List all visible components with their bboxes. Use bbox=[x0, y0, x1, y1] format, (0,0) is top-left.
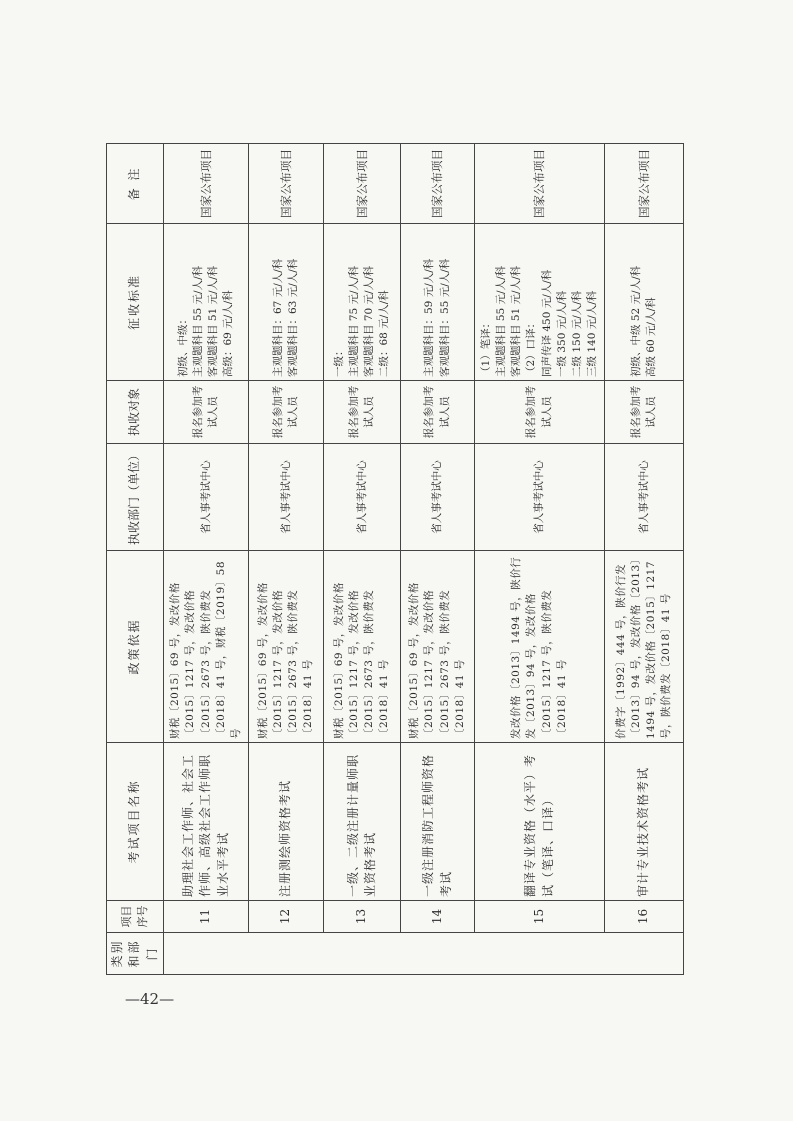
exam-name-cell: 一级注册消防工程师资格考试 bbox=[401, 743, 475, 901]
category-cell bbox=[164, 933, 684, 975]
seq-cell: 12 bbox=[249, 901, 324, 933]
exam-name-cell: 注册测绘师资格考试 bbox=[249, 743, 324, 901]
target-cell: 报名参加考试人员 bbox=[605, 381, 684, 444]
remark-cell: 国家公布项目 bbox=[164, 144, 249, 224]
standard-line: 一级： bbox=[332, 345, 345, 377]
remark-cell: 国家公布项目 bbox=[249, 144, 324, 224]
exam-name-cell: 助理社会工作师、社会工作师、高级社会工作师职业水平考试 bbox=[164, 743, 249, 901]
standard-line: 初级、中级： bbox=[176, 314, 189, 377]
seq-cell: 16 bbox=[605, 901, 684, 933]
target-cell: 报名参加考试人员 bbox=[164, 381, 249, 444]
standard-line: 客观题科目：63 元/人/科 bbox=[287, 258, 300, 377]
seq-cell: 13 bbox=[324, 901, 401, 933]
standard-line: 高级：69 元/人/科 bbox=[222, 290, 235, 377]
dept-cell: 省人事考试中心 bbox=[249, 444, 324, 551]
standard-line: 客观题科目：55 元/人/科 bbox=[438, 258, 451, 377]
standard-line: 主观题科目 75 元/人/科 bbox=[347, 265, 360, 377]
standard-line: 客观题科目 70 元/人/科 bbox=[363, 265, 376, 377]
policy-cell: 财税〔2015〕69 号，发改价格〔2015〕1217 号，发改价格〔2015〕2673 号，陕价费发〔2018〕41 号，财税〔2019〕58 号 bbox=[164, 551, 249, 743]
standard-cell bbox=[401, 224, 475, 381]
remark-cell: 国家公布项目 bbox=[324, 144, 401, 224]
standard-line: （1）笔译： bbox=[479, 317, 492, 377]
exam-name-cell: 审计专业技术资格考试 bbox=[605, 743, 684, 901]
standard-line: 一级 350 元/人/科 bbox=[555, 290, 568, 377]
standard-line: 高级 60 元/人/科 bbox=[645, 297, 658, 377]
standard-cell bbox=[475, 224, 605, 381]
standard-line: 二级：68 元/人/科 bbox=[378, 290, 391, 377]
remark-cell: 国家公布项目 bbox=[605, 144, 684, 224]
target-cell: 报名参加考试人员 bbox=[324, 381, 401, 444]
header-target: 执收对象 bbox=[107, 381, 164, 444]
standard-line: 二级 150 元/人/科 bbox=[571, 290, 584, 377]
target-cell: 报名参加考试人员 bbox=[249, 381, 324, 444]
header-category: 类别和部门 bbox=[107, 933, 164, 975]
standard-cell bbox=[605, 224, 684, 381]
seq-cell: 14 bbox=[401, 901, 475, 933]
standard-line: 客观题科目 51 元/人/科 bbox=[207, 265, 220, 377]
standard-line: 三级 140 元/人/科 bbox=[586, 290, 599, 377]
standard-line: 主观题科目：59 元/人/科 bbox=[423, 258, 436, 377]
standard-line: 主观题科目 55 元/人/科 bbox=[191, 265, 204, 377]
table-row bbox=[164, 144, 249, 975]
policy-cell: 财税〔2015〕69 号，发改价格〔2015〕1217 号，发改价格〔2015〕2673 号，陕价费发〔2018〕41 号 bbox=[401, 551, 475, 743]
seq-cell: 11 bbox=[164, 901, 249, 933]
dept-cell: 省人事考试中心 bbox=[605, 444, 684, 551]
header-exam: 考试项目名称 bbox=[107, 743, 164, 901]
remark-cell: 国家公布项目 bbox=[401, 144, 475, 224]
fee-table bbox=[106, 143, 684, 975]
dept-cell: 省人事考试中心 bbox=[475, 444, 605, 551]
table-row bbox=[401, 144, 475, 975]
standard-cell bbox=[164, 224, 249, 381]
header-standard: 征收标准 bbox=[107, 224, 164, 381]
table-row bbox=[249, 144, 324, 975]
standard-line: 主观题科目：67 元/人/科 bbox=[271, 258, 284, 377]
rotated-table-wrapper bbox=[106, 144, 673, 975]
standard-line: 客观题科目 51 元/人/科 bbox=[510, 265, 523, 377]
policy-cell: 发改价格〔2013〕1494 号，陕价行发〔2013〕94 号，发改价格〔2015〕1217 号，陕价费发〔2018〕41 号 bbox=[475, 551, 605, 743]
standard-line: 初级、中级 52 元/人/科 bbox=[629, 265, 642, 377]
table-row bbox=[605, 144, 684, 975]
standard-cell bbox=[324, 224, 401, 381]
exam-name-cell: 翻译专业资格（水平）考试（笔译、口译） bbox=[475, 743, 605, 901]
target-cell: 报名参加考试人员 bbox=[401, 381, 475, 444]
standard-cell bbox=[249, 224, 324, 381]
policy-cell: 价费字〔1992〕444 号，陕价行发〔2013〕94 号，发改价格〔2013〕1494 号，发改价格〔2015〕1217 号，陕价费发〔2018〕41 号 bbox=[605, 551, 684, 743]
header-seq: 项目序号 bbox=[107, 901, 164, 933]
standard-line: （2）口译： bbox=[525, 317, 538, 377]
standard-line: 同声传译 450 元/人/科 bbox=[540, 269, 553, 377]
table-row bbox=[324, 144, 401, 975]
table-row bbox=[475, 144, 605, 975]
policy-cell: 财税〔2015〕69 号，发改价格〔2015〕1217 号，发改价格〔2015〕2673 号，陕价费发〔2018〕41 号 bbox=[249, 551, 324, 743]
page-number: —42— bbox=[125, 990, 175, 1008]
exam-name-cell: 一级、二级注册计量师职业资格考试 bbox=[324, 743, 401, 901]
header-policy: 政策依据 bbox=[107, 551, 164, 743]
dept-cell: 省人事考试中心 bbox=[324, 444, 401, 551]
header-dept: 执收部门（单位） bbox=[107, 444, 164, 551]
dept-cell: 省人事考试中心 bbox=[164, 444, 249, 551]
header-row bbox=[107, 144, 164, 975]
dept-cell: 省人事考试中心 bbox=[401, 444, 475, 551]
policy-cell: 财税〔2015〕69 号，发改价格〔2015〕1217 号，发改价格〔2015〕2673 号，陕价费发〔2018〕41 号 bbox=[324, 551, 401, 743]
target-cell: 报名参加考试人员 bbox=[475, 381, 605, 444]
seq-cell: 15 bbox=[475, 901, 605, 933]
standard-line: 主观题科目 55 元/人/科 bbox=[495, 265, 508, 377]
remark-cell: 国家公布项目 bbox=[475, 144, 605, 224]
header-remark: 备 注 bbox=[107, 144, 164, 224]
